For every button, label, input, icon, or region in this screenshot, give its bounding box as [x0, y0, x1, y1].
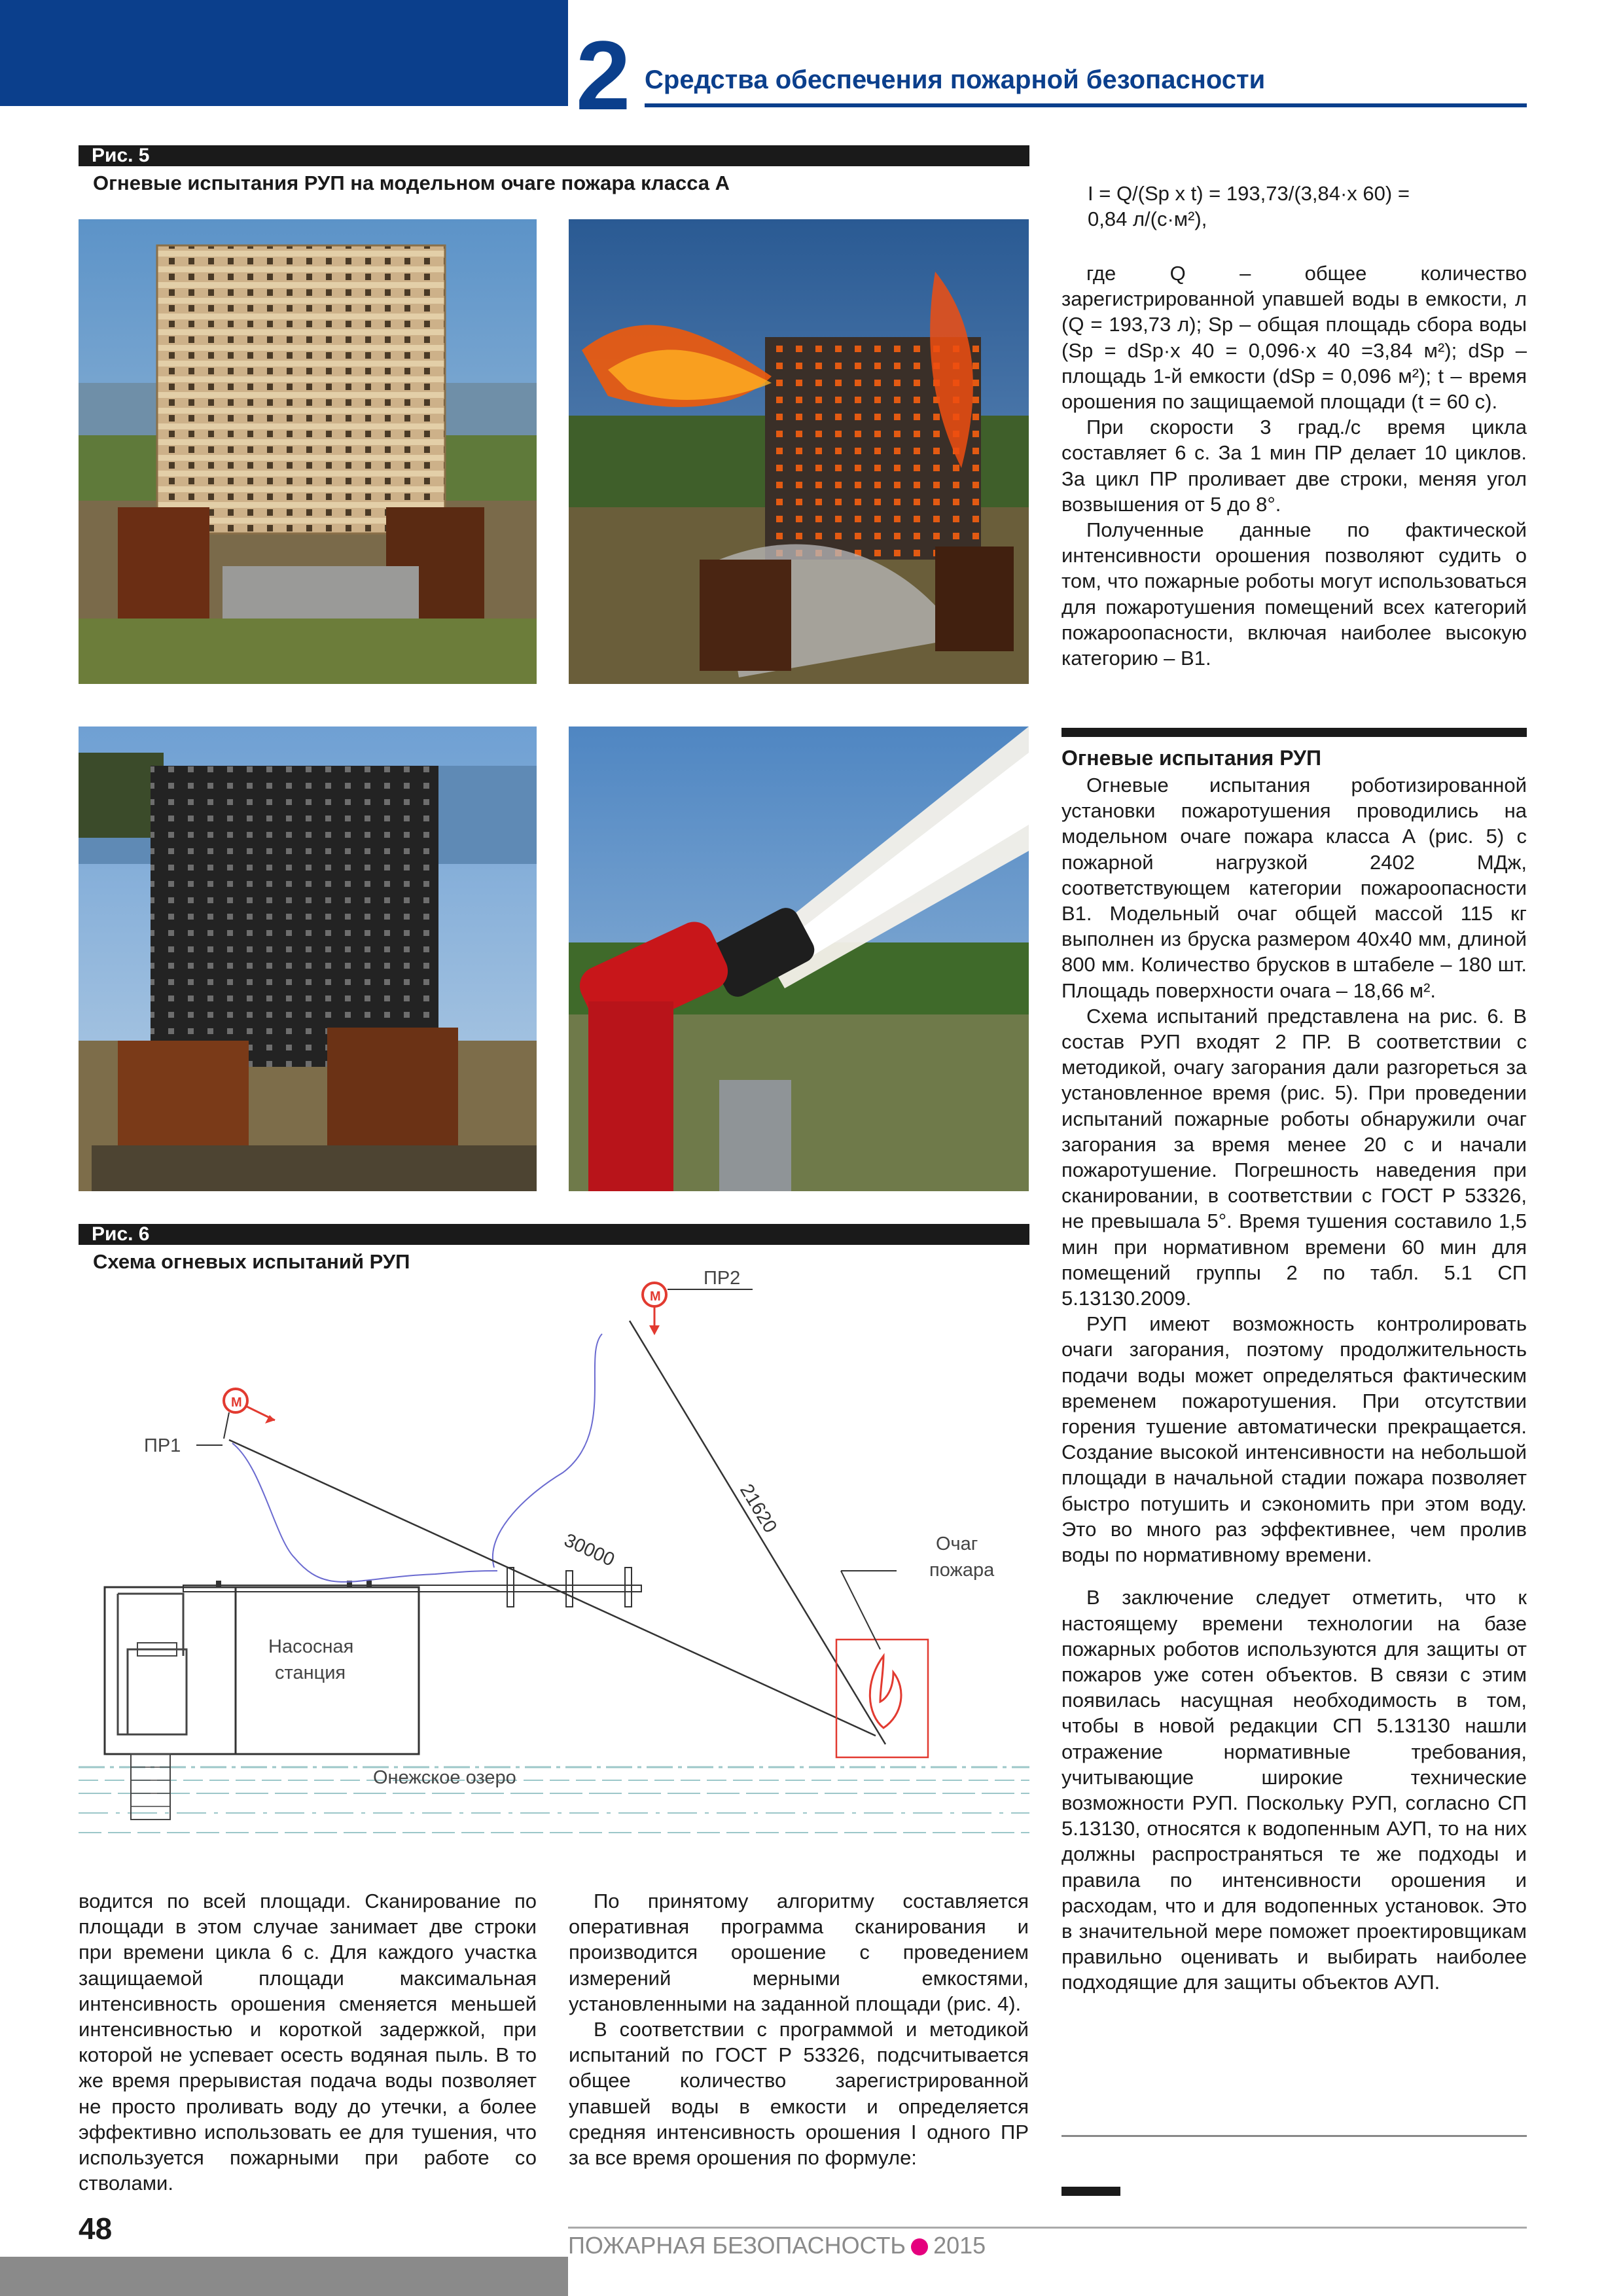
footer-rule: [568, 2227, 1527, 2229]
section-body: [1061, 772, 1527, 1996]
figure5-tag: Рис. 5: [92, 145, 150, 166]
section-paragraph-2: Схема испытаний представлена на рис. 6. В состав РУП входят 2 ПР. В соответствии с методикой, очагу загорания дали разгореться за установленное время (рис. 5). При проведении испытаний пожарные роботы обнаружили очаг загорания за время менее 20 с и начали пожаротушение. Погрешность наведения при сканировании, в соответствии с ГОСТ Р 53326, не превышала 5°. Время тушения составило 1,5 мин при нормативном времени 60 мин для помещений группы 2 по табл. 5.1 СП 5.13130.2009.: [1061, 1004, 1527, 1310]
end-of-article-mark: [1061, 2187, 1120, 2196]
figure6-title: Схема огневых испытаний РУП: [93, 1250, 410, 1273]
section-paragraph-3: РУП имеют возможность контролировать очаги загорания, поэтому продолжительность подачи воды может определяться фактическим временем пожаротушения. При отсутствии горения тушение автоматически прекращается. Создание высокой интенсивности на небольшой площади в начальной стадии пожара позволяет быстро потушить и сэкономить при этом воду. Это во много раз эффективнее, чем пролив воды по нормативному времени.: [1061, 1312, 1527, 1567]
pr1-motor-label: M: [231, 1395, 242, 1410]
pr2-label: ПР2: [704, 1268, 741, 1289]
formula-line-1: I = Q/(Sp x t) = 193,73/(3,84·x 60) =: [1088, 182, 1410, 205]
section-number: 2: [576, 20, 631, 130]
pr2-motor-label: M: [650, 1289, 661, 1304]
figure5-tag-bar: [79, 145, 1029, 166]
section-title: Средства обеспечения пожарной безопасности: [645, 65, 1266, 94]
fire-label-1: Очаг: [936, 1534, 978, 1554]
lake-label: Онежское озеро: [373, 1767, 516, 1788]
section-rule: [1061, 728, 1527, 737]
photo-wood-crib: [79, 219, 537, 684]
page-number: 48: [79, 2212, 113, 2246]
figure6-tag: Рис. 6: [92, 1223, 150, 1245]
bottom-middle-paragraph-2: В соответствии с программой и методикой испытаний по ГОСТ Р 53326, подсчитывается общее количество зарегистрированной упавшей воды в емкости и определяется средняя интенсивность орошения I одного ПР за все время орошения по формуле:: [569, 2018, 1029, 2170]
formula-line-2: 0,84 л/(с·м²),: [1088, 207, 1207, 231]
section-heading: Огневые испытания РУП: [1061, 746, 1322, 770]
distance-30000-label: 30000: [561, 1530, 618, 1571]
formula-block: [1088, 181, 1527, 232]
bottom-middle-column: [569, 1888, 1029, 2170]
section-paragraph-1: Огневые испытания роботизированной установки пожаротушения проводились на модельном очаге пожара класса А (рис. 5) с пожарной нагрузкой 2402 МДж, соответствующем категории пожароопасности В1. Модельный очаг общей массой 115 кг выполнен из бруска размером 40х40 мм, длиной 800 мм. Количество брусков в штабеле – 180 шт. Площадь поверхности очага – 18,66 м².: [1061, 774, 1527, 1002]
right-paragraph-2: При скорости 3 град./с время цикла составляет 6 с. За 1 мин ПР делает 10 циклов. За цикл ПР проливает две строки, меняя угол возвышения от 5 до 8°.: [1061, 416, 1527, 516]
right-paragraph-1: где Q – общее количество зарегистрированной упавшей воды в емкости, л (Q = 193,73 л); Sp – общая площадь сбора воды (Sp = dSp·x 40 = 0,096·x 40 =3,84 м²); dSp – площадь 1-й емкости (dSp = 0,096 м²); t – время орошения по защищаемой площади (t = 60 с).: [1061, 262, 1527, 414]
pump-station-label-1: Насосная: [268, 1636, 354, 1657]
right-paragraph-3: Полученные данные по фактической интенсивности орошения позволяют судить о том, что пожарные роботы могут использоваться для пожаротушения помещений всех категорий пожароопасности, включая наиболее высокую категорию – В1.: [1061, 518, 1527, 670]
pump-station-label-2: станция: [275, 1662, 346, 1683]
magenta-dot-icon: [911, 2238, 928, 2255]
footer-magazine: [568, 2232, 986, 2259]
column-end-rule: [1061, 2135, 1527, 2137]
magazine-title: ПОЖАРНАЯ БЕЗОПАСНОСТЬ: [568, 2232, 906, 2259]
figure6-tag-bar: [79, 1224, 1029, 1245]
magazine-year: 2015: [933, 2232, 986, 2259]
conclusion-paragraph: В заключение следует отметить, что к настоящему времени технологии на базе пожарных роботов используются для защиты от пожаров уже сотен объектов. В связи с этим появилась насущная необходимость в том, чтобы в новой редакции СП 5.13130 нашли отражение нормативные требования, учитывающие широкие технические возможности РУП. Поскольку РУП, согласно СП 5.13130, относятся к водопенным АУП, то на них должны распространяться те же подходы и правила по интенсивности орошения и расходам, что и для водопенных установок. Это в значительной мере поможет проектировщикам правильно оценивать и выбирать наиболее подходящие для защиты объектов АУП.: [1061, 1586, 1527, 1994]
bottom-left-paragraph: водится по всей площади. Сканирование по площади в этом случае занимает две строки при времени цикла 6 с. Для каждого участка защищаемой площади максимальная интенсивность орошения сменяется меньшей интенсивностью и короткой задержкой, при которой не успевает осесть водяная пыль. В то же время прерывистая подача воды позволяет не просто проливать воду до утечки, а более эффективно использовать ее для тушения, что используется пожарными при работе со стволами.: [79, 1890, 537, 2195]
bottom-middle-paragraph-1: По принятому алгоритму составляется оперативная программа сканирования и производится орошение с проведением измерений мерными емкостями, установленными на заданной площади (рис. 4).: [569, 1890, 1029, 2015]
figure5-title: Огневые испытания РУП на модельном очаге пожара класса А: [93, 171, 730, 194]
photo-fire-robot-nozzle: [569, 726, 1029, 1191]
footer-color-bar: [0, 2257, 568, 2296]
test-scheme-diagram: [79, 1263, 1029, 1852]
pr1-label: ПР1: [144, 1435, 181, 1456]
bottom-left-column: [79, 1888, 537, 2196]
photo-burning-crib: [569, 219, 1029, 684]
header-color-block: [0, 0, 568, 106]
header-rule: [645, 103, 1527, 107]
photo-burnt-crib: [79, 726, 537, 1191]
fire-label-2: пожара: [929, 1560, 995, 1581]
distance-21620-label: 21620: [736, 1480, 781, 1537]
right-column-text: [1061, 260, 1527, 671]
